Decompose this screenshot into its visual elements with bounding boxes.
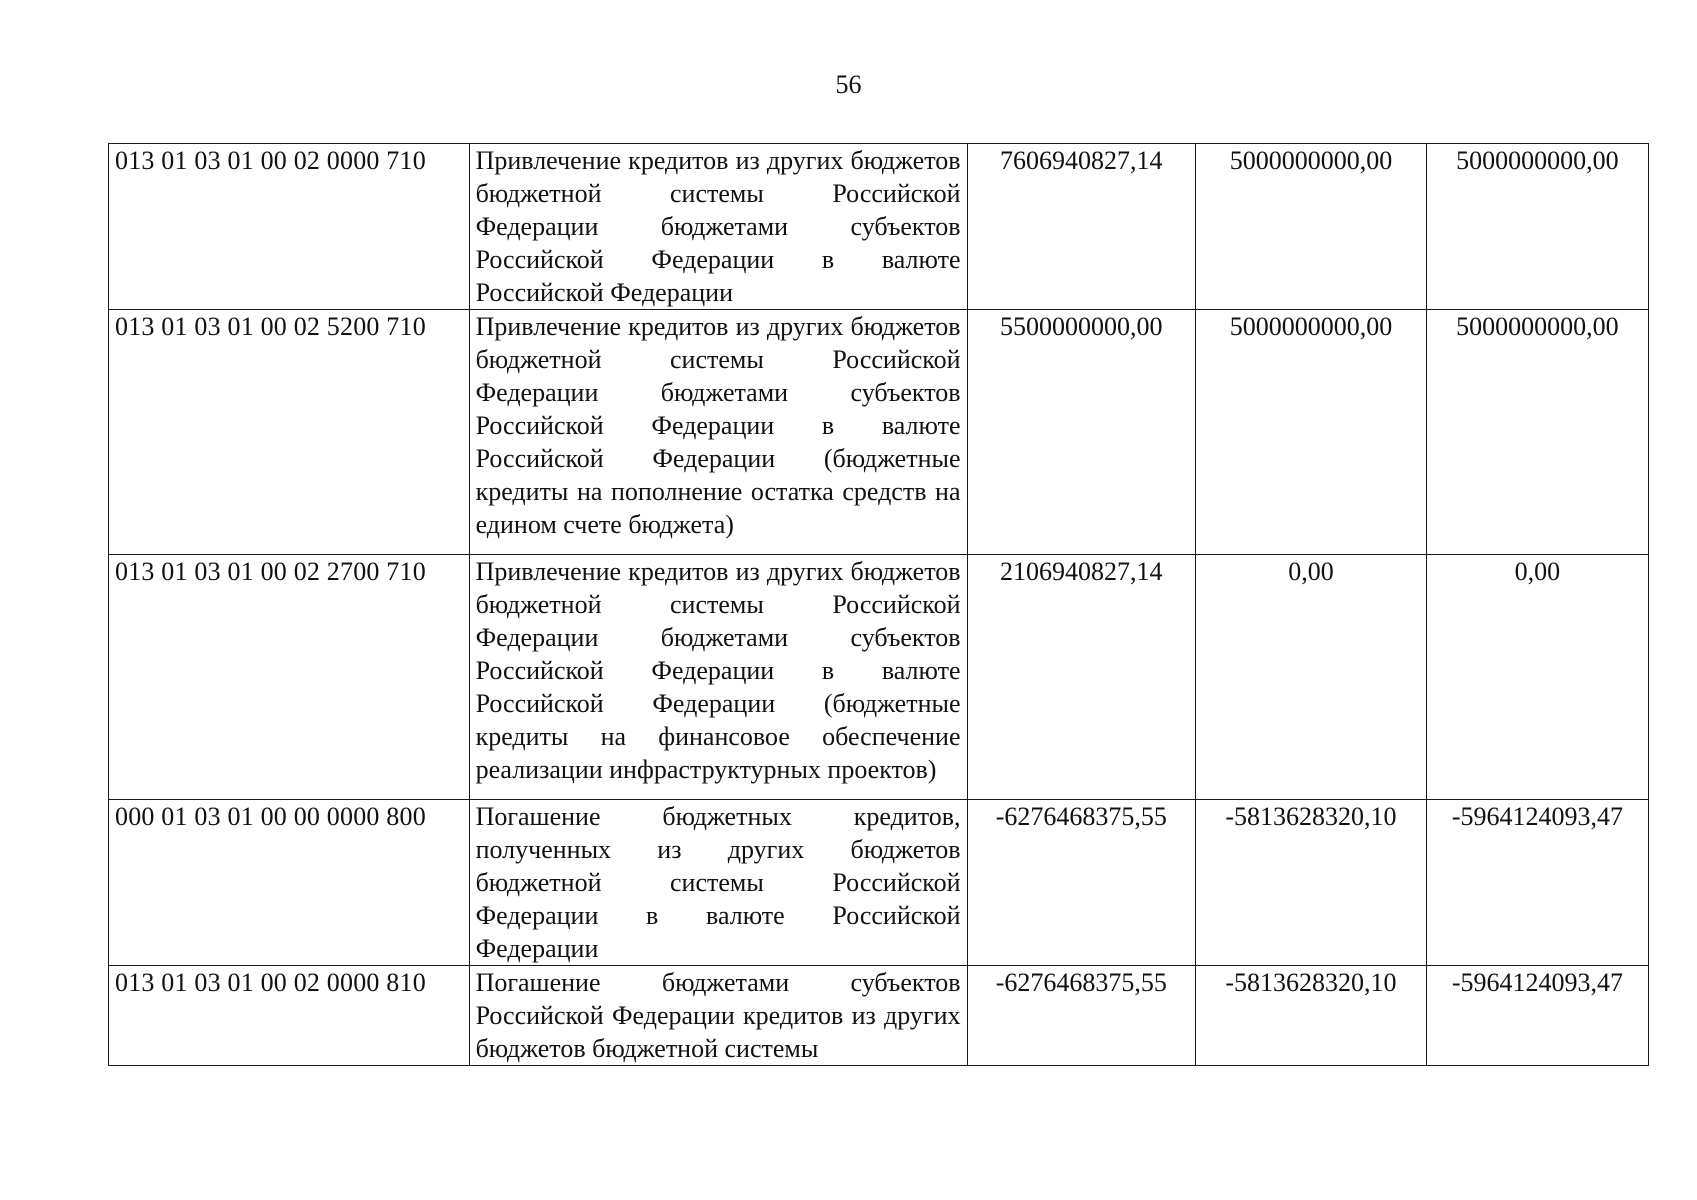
budget-code-cell: 013 01 03 01 00 02 0000 810: [109, 966, 470, 1066]
amount-year-2-cell: -5813628320,10: [1196, 966, 1427, 1066]
table-row: [109, 966, 1649, 1066]
amount-year-1-cell: -6276468375,55: [967, 966, 1196, 1066]
page-number: 56: [835, 70, 862, 99]
amount-year-2-cell: 5000000000,00: [1196, 310, 1427, 555]
amount-year-2-cell: -5813628320,10: [1196, 800, 1427, 966]
amount-year-1-cell: 7606940827,14: [967, 144, 1196, 310]
budget-sources-table: [108, 143, 1649, 1066]
amount-year-3-cell: 5000000000,00: [1426, 144, 1648, 310]
description-cell: Привлечение кредитов из других бюджетов бюджетной системы Российской Федерации бюджетами субъектов Российской Федерации в валюте Российской Федерации (бюджетные кредиты на пополнение остатка средств на едином счете бюджета): [469, 310, 967, 555]
amount-year-3-cell: -5964124093,47: [1426, 966, 1648, 1066]
amount-year-2-cell: 5000000000,00: [1196, 144, 1427, 310]
table-row: [109, 144, 1649, 310]
description-cell: Погашение бюджетных кредитов, полученных из других бюджетов бюджетной системы Российской Федерации в валюте Российской Федерации: [469, 800, 967, 966]
amount-year-1-cell: 2106940827,14: [967, 555, 1196, 800]
budget-code-cell: 013 01 03 01 00 02 5200 710: [109, 310, 470, 555]
amount-year-3-cell: 5000000000,00: [1426, 310, 1648, 555]
amount-year-1-cell: 5500000000,00: [967, 310, 1196, 555]
table-row: [109, 310, 1649, 555]
table-row: [109, 800, 1649, 966]
amount-year-1-cell: -6276468375,55: [967, 800, 1196, 966]
budget-code-cell: 000 01 03 01 00 00 0000 800: [109, 800, 470, 966]
description-cell: Погашение бюджетами субъектов Российской Федерации кредитов из других бюджетов бюджетной системы: [469, 966, 967, 1066]
description-cell: Привлечение кредитов из других бюджетов бюджетной системы Российской Федерации бюджетами субъектов Российской Федерации в валюте Российской Федерации (бюджетные кредиты на финансовое обеспечение реализации инфраструктурных проектов): [469, 555, 967, 800]
amount-year-3-cell: -5964124093,47: [1426, 800, 1648, 966]
amount-year-3-cell: 0,00: [1426, 555, 1648, 800]
budget-code-cell: 013 01 03 01 00 02 2700 710: [109, 555, 470, 800]
description-cell: Привлечение кредитов из других бюджетов бюджетной системы Российской Федерации бюджетами субъектов Российской Федерации в валюте Российской Федерации: [469, 144, 967, 310]
table-row: [109, 555, 1649, 800]
amount-year-2-cell: 0,00: [1196, 555, 1427, 800]
budget-code-cell: 013 01 03 01 00 02 0000 710: [109, 144, 470, 310]
